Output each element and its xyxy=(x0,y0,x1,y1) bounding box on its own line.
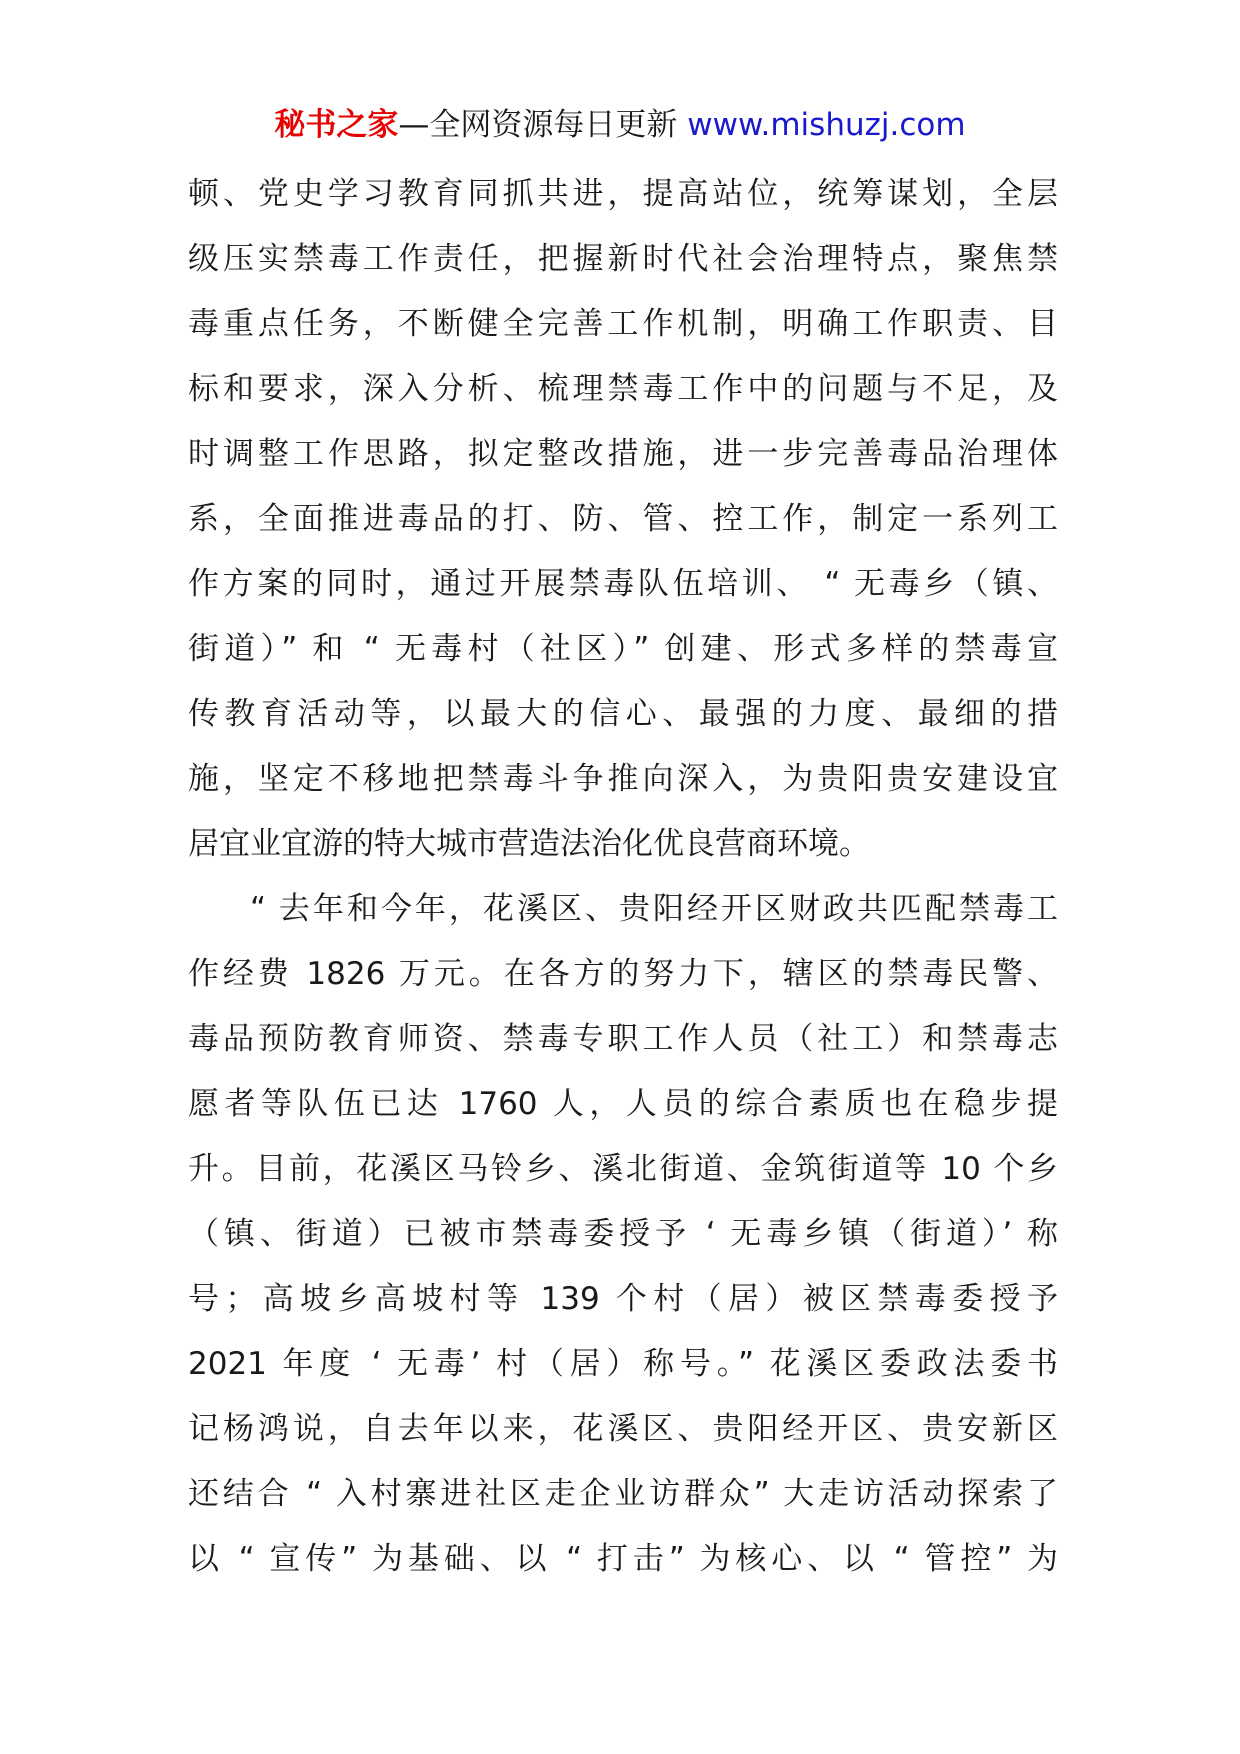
site-url-link[interactable]: www.mishuzj.com xyxy=(687,107,966,143)
brand-name: 秘书之家 xyxy=(274,107,399,143)
text-line: 记杨鸿说，自去年以来，花溪区、贵阳经开区、贵安新区 xyxy=(188,1411,1058,1447)
text-line: 2021 年度 ‘ 无毒’ 村（居）称号。” 花溪区委政法委书 xyxy=(188,1346,1058,1382)
text-line: “ 去年和今年，花溪区、贵阳经开区财政共匹配禁毒工 xyxy=(250,891,1058,927)
text-line: 标和要求，深入分析、梳理禁毒工作中的问题与不足，及 xyxy=(188,371,1058,407)
text-line: 施，坚定不移地把禁毒斗争推向深入，为贵阳贵安建设宜 xyxy=(188,761,1058,797)
text-line: 作经费 1826 万元。在各方的努力下，辖区的禁毒民警、 xyxy=(188,956,1058,992)
text-line: 传教育活动等，以最大的信心、最强的力度、最细的措 xyxy=(188,696,1058,732)
text-line: 级压实禁毒工作责任，把握新时代社会治理特点，聚焦禁 xyxy=(188,241,1058,277)
text-line: 作方案的同时，通过开展禁毒队伍培训、 “ 无毒乡（镇、 xyxy=(188,566,1058,602)
text-line: 毒品预防教育师资、禁毒专职工作人员（社工）和禁毒志 xyxy=(188,1021,1058,1057)
text-line: 毒重点任务，不断健全完善工作机制，明确工作职责、目 xyxy=(188,306,1058,342)
text-line: 愿者等队伍已达 1760 人，人员的综合素质也在稳步提 xyxy=(188,1086,1058,1122)
site-header xyxy=(0,100,1240,150)
text-line: （镇、街道）已被市禁毒委授予 ‘ 无毒乡镇（街道）’ 称 xyxy=(188,1216,1058,1252)
paragraph-1 xyxy=(188,162,1058,877)
paragraph-2 xyxy=(188,877,1058,1592)
text-line: 以 “ 宣传” 为基础、以 “ 打击” 为核心、以 “ 管控” 为 xyxy=(188,1541,1058,1577)
text-line: 号；高坡乡高坡村等 139 个村（居）被区禁毒委授予 xyxy=(188,1281,1058,1317)
header-tagline: —全网资源每日更新 xyxy=(398,107,678,143)
text-line: 还结合 “ 入村寨进社区走企业访群众” 大走访活动探索了 xyxy=(188,1476,1058,1512)
text-line: 升。目前，花溪区马铃乡、溪北街道、金筑街道等 10 个乡 xyxy=(188,1151,1058,1187)
text-line: 居宜业宜游的特大城市营造法治化优良营商环境。 xyxy=(188,826,870,862)
text-line: 街道）” 和 “ 无毒村（社区）” 创建、形式多样的禁毒宣 xyxy=(188,631,1058,667)
document-body xyxy=(188,162,1058,1592)
text-line: 顿、党史学习教育同抓共进，提高站位，统筹谋划，全层 xyxy=(188,176,1058,212)
text-line: 系，全面推进毒品的打、防、管、控工作，制定一系列工 xyxy=(188,501,1058,537)
text-line: 时调整工作思路，拟定整改措施，进一步完善毒品治理体 xyxy=(188,436,1058,472)
